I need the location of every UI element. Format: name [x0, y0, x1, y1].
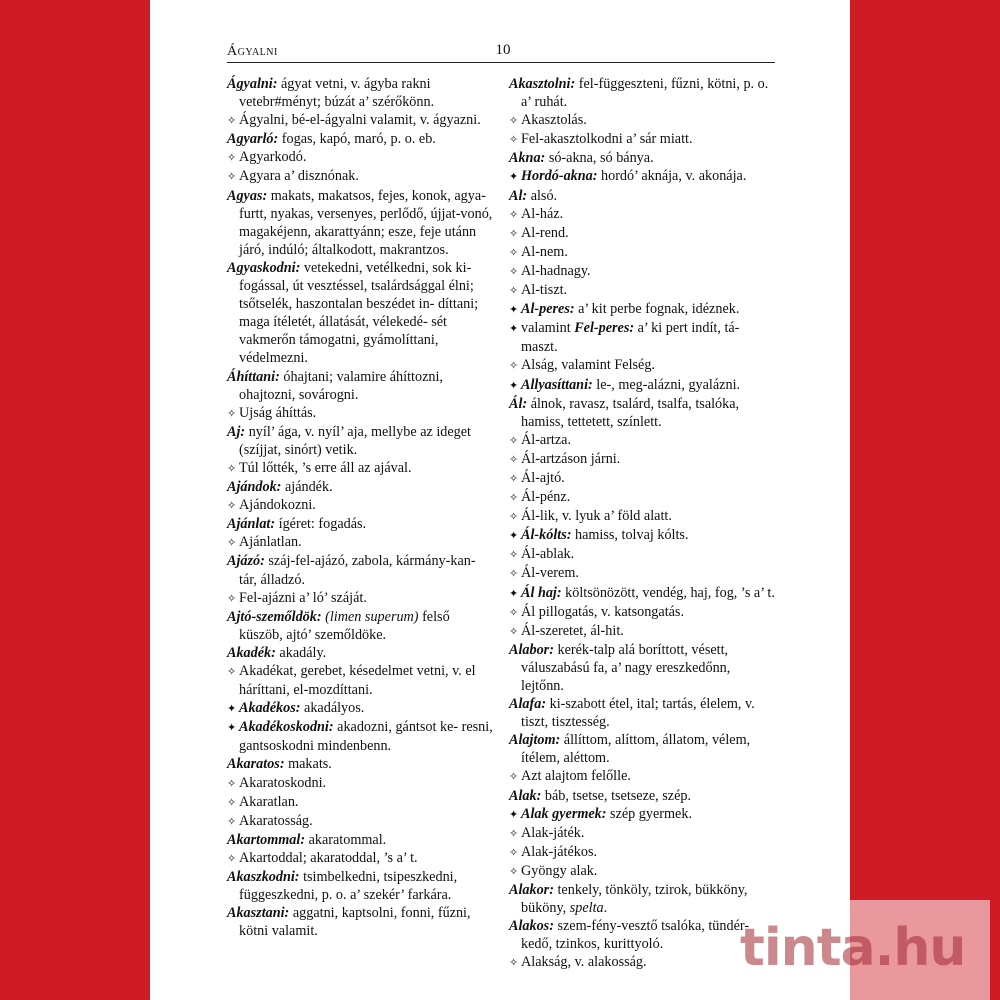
dictionary-entry [509, 731, 776, 767]
entry-definition: Akadékat, gerebet, késedelmet vetni, v. el háríttani, el-mozdíttani. [239, 663, 476, 699]
outline-star-icon: ✧ [227, 500, 237, 513]
filled-star-icon: ✦ [509, 587, 519, 600]
outline-star-icon: ✧ [509, 549, 519, 562]
entry-definition: hamiss, tolvaj kólts. [571, 527, 689, 544]
outline-star-icon: ✧ [509, 865, 519, 878]
entry-definition: hordó’ aknája, v. akonája. [597, 168, 747, 185]
dictionary-entry [509, 75, 776, 111]
dictionary-entry [227, 718, 494, 755]
entry-definition: Alak-játék. [521, 824, 585, 841]
running-head-title: Ágyalni [227, 44, 278, 59]
entry-definition: Al-ház. [521, 205, 564, 222]
entry-definition: akadály. [275, 644, 327, 661]
entry-definition: Al-tiszt. [521, 282, 568, 299]
dictionary-entry [509, 881, 776, 917]
entry-definition: Túl lőtték, ’s erre áll az ajával. [239, 459, 412, 476]
entry-definition: tsimbelkedni, tsipeszkedni, függeszkedni, p. o. a’ szekér’ farkára. [239, 869, 458, 904]
entry-definition: Akaratosság. [239, 812, 313, 829]
entry-definition: akadozni, gántsot ke- resni, gantsoskodni mindenbenn. [239, 719, 493, 755]
entry-headword: Akna: [509, 150, 546, 167]
dictionary-entry [227, 868, 494, 904]
dictionary-entry [509, 603, 776, 622]
dictionary-entry [509, 862, 776, 881]
watermark-logo: tinta.hu [740, 918, 966, 978]
outline-star-icon: ✧ [227, 852, 237, 865]
entry-definition: akadályos. [300, 700, 365, 717]
outline-star-icon: ✧ [227, 152, 237, 165]
entry-headword: Aj: [227, 423, 246, 440]
dictionary-entry [227, 404, 494, 423]
entry-definition: vetekedni, vetélkedni, sok ki-fogással, út vesztéssel, tsalárdsággal élni; tsőtselék, haszontalan beszédet in- díttani; maga ítéletét, állatását, vélekedé- sét vakmerőn támogatni, gyámolíttani, védelmezni. [239, 259, 479, 367]
outline-star-icon: ✧ [509, 568, 519, 581]
entry-definition: nyíl’ ága, v. nyíl’ aja, mellybe az ideget (szíjjat, sinórt) vetik. [239, 423, 471, 458]
outline-star-icon: ✧ [509, 246, 519, 259]
entry-definition: kerék-talp alá boríttott, vésett, váluszabású fa, a’ nagy ereszkedőnn, lejtőnn. [521, 641, 731, 694]
dictionary-entry [227, 515, 494, 533]
entry-headword: Alak: [509, 787, 542, 804]
entry-headword: Akadékos: [239, 700, 301, 717]
entry-definition: Ajándokozni. [239, 497, 316, 514]
entry-definition: Ál-verem. [521, 565, 579, 582]
outline-star-icon: ✧ [227, 537, 237, 550]
entry-definition: Ál-szeretet, ál-hit. [521, 622, 624, 639]
filled-star-icon: ✦ [509, 379, 519, 392]
dictionary-entry [227, 148, 494, 167]
entry-headword: Agyas: [227, 187, 268, 204]
outline-star-icon: ✧ [509, 472, 519, 485]
outline-star-icon: ✧ [509, 453, 519, 466]
dictionary-entry [227, 459, 494, 478]
right-column [509, 75, 776, 973]
entry-definition: Akartoddal; akaratoddal, ’s a’ t. [239, 849, 418, 866]
dictionary-entry [509, 224, 776, 243]
outline-star-icon: ✧ [509, 846, 519, 859]
entry-headword: Alabor: [509, 641, 554, 658]
entry-definition: makats. [284, 756, 332, 773]
dictionary-entry [509, 641, 776, 695]
entry-headword: Akaratos: [227, 756, 285, 773]
entry-definition: Al-rend. [521, 224, 569, 241]
filled-star-icon: ✦ [509, 808, 519, 821]
running-head [227, 42, 775, 63]
filled-star-icon: ✦ [509, 323, 519, 336]
dictionary-entry [509, 111, 776, 130]
dictionary-entry [227, 849, 494, 868]
entry-definition: Alság, valamint Felség. [521, 357, 655, 374]
outline-star-icon: ✧ [227, 171, 237, 184]
dictionary-entry [227, 533, 494, 552]
dictionary-entry [227, 662, 494, 699]
entry-definition: Azt alajtom felőlle. [521, 768, 631, 785]
entry-definition: Ajánlatlan. [239, 534, 302, 551]
outline-star-icon: ✧ [227, 115, 237, 128]
entry-definition: állíttom, alíttom, állatom, vélem, ítélem, aléttom. [521, 732, 751, 767]
entry-definition: Akaratlan. [239, 793, 299, 810]
dictionary-entry [227, 755, 494, 773]
outline-star-icon: ✧ [509, 606, 519, 619]
entry-definition: Ál pillogatás, v. katsongatás. [521, 603, 684, 620]
entry-definition: ágyat vetni, v. ágyba rakni vetebr#ményt; búzát a’ szérőkönn. [239, 76, 435, 111]
entry-definition: tenkely, tönköly, tzirok, bükköny, büköny, [521, 882, 748, 917]
dictionary-entry [509, 469, 776, 488]
dictionary-entry [509, 262, 776, 281]
outline-star-icon: ✧ [227, 815, 237, 828]
entry-definition: Ujság áhíttás. [239, 404, 317, 421]
entry-definition: Akasztolás. [521, 112, 587, 129]
entry-headword: Agyarló: [227, 131, 279, 148]
entry-headword: Ál-kólts: [521, 527, 572, 544]
entry-definition: Ál-pénz. [521, 489, 571, 506]
filled-star-icon: ✦ [509, 530, 519, 543]
dictionary-entry [509, 319, 776, 356]
outline-star-icon: ✧ [509, 227, 519, 240]
entry-definition: Ágyalni, bé-el-ágyalni valamit, v. ágyazni. [239, 112, 481, 129]
entry-definition: Ál-artzáson járni. [521, 450, 621, 467]
dictionary-entry [509, 695, 776, 731]
entry-definition: Ál-ajtó. [521, 469, 565, 486]
outline-star-icon: ✧ [509, 134, 519, 147]
dictionary-entry [509, 843, 776, 862]
entry-headword: Allyasíttani: [521, 376, 593, 393]
outline-star-icon: ✧ [509, 492, 519, 505]
dictionary-entry [227, 608, 494, 644]
dictionary-entry [227, 167, 494, 186]
dictionary-entry [227, 644, 494, 662]
entry-headword: Ál haj: [521, 584, 562, 601]
entry-definition: alsó. [527, 187, 558, 204]
dictionary-entry [227, 187, 494, 259]
dictionary-entry [227, 496, 494, 515]
dictionary-entry [227, 552, 494, 588]
dictionary-entry [509, 243, 776, 262]
entry-headword: Akaszkodni: [227, 869, 300, 886]
dictionary-entry [227, 368, 494, 404]
dictionary-entry [509, 526, 776, 545]
entry-definition: Ál-ablak. [521, 546, 575, 563]
entry-definition: Alak-játékos. [521, 843, 598, 860]
entry-headword: Alak gyermek: [521, 805, 607, 822]
entry-definition: Al-hadnagy. [521, 262, 591, 279]
dictionary-entry [227, 111, 494, 130]
dictionary-entry [227, 812, 494, 831]
page-number: 10 [495, 42, 511, 58]
outline-star-icon: ✧ [509, 957, 519, 970]
outline-star-icon: ✧ [509, 208, 519, 221]
entry-headword: Alafa: [509, 696, 547, 713]
entry-headword: Fel-peres: [574, 320, 635, 337]
entry-definition: fel-függeszteni, fűzni, kötni, p. o. a’ ruhát. [521, 76, 769, 111]
entry-definition: a’ kit perbe fognak, idéznek. [574, 301, 740, 318]
entry-definition: Akaratoskodni. [239, 774, 327, 791]
outline-star-icon: ✧ [227, 796, 237, 809]
dictionary-entry [509, 300, 776, 319]
dictionary-entry [509, 564, 776, 583]
dictionary-entry [509, 356, 776, 375]
entry-definition: Ál-artza. [521, 431, 572, 448]
entry-definition: költsönözött, vendég, haj, fog, ’s a’ t. [561, 584, 775, 601]
entry-definition: makats, makatsos, fejes, konok, agya-furtt, nyakas, versenyes, perlődő, újjat-vonó, magakéjenn, akarattyánn; esze, feje utánn járó, indúló; általkodott, makrantzos. [239, 187, 493, 258]
entry-definition: ajándék. [281, 479, 333, 496]
dictionary-entry [227, 904, 494, 940]
entry-definition: akaratommal. [305, 831, 387, 848]
outline-star-icon: ✧ [509, 115, 519, 128]
outline-star-icon: ✧ [227, 777, 237, 790]
outline-star-icon: ✧ [509, 434, 519, 447]
entry-headword: Al: [509, 187, 528, 204]
entry-definition: szép gyermek. [606, 805, 692, 822]
entry-headword: Hordó-akna: [521, 168, 598, 185]
entry-latin-gloss: (limen superum) [321, 608, 419, 625]
entry-headword: Ajtó-szemőldök: [227, 608, 322, 625]
entry-definition: ígéret: fogadás. [275, 516, 367, 533]
outline-star-icon: ✧ [509, 285, 519, 298]
entry-definition: só-akna, só bánya. [545, 150, 654, 167]
dictionary-entry [509, 187, 776, 205]
entry-definition: Alakság, v. alakosság. [521, 954, 647, 971]
dictionary-entry [509, 149, 776, 167]
dictionary-entry [227, 478, 494, 496]
dictionary-entry [509, 767, 776, 786]
outline-star-icon: ✧ [509, 511, 519, 524]
dictionary-entry [509, 130, 776, 149]
dictionary-entry [227, 130, 494, 148]
outline-star-icon: ✧ [227, 407, 237, 420]
entry-definition: fogas, kapó, maró, p. o. eb. [278, 131, 436, 148]
dictionary-entry [509, 584, 776, 603]
dictionary-entry [509, 395, 776, 431]
dictionary-entry [227, 259, 494, 368]
left-column [227, 75, 494, 940]
dictionary-entry [509, 917, 776, 953]
entry-definition: Fel-ajázni a’ ló’ száját. [239, 589, 367, 606]
entry-definition: Gyöngy alak. [521, 862, 598, 879]
entry-headword: Al-peres: [521, 301, 575, 318]
entry-headword: Ál: [509, 395, 528, 412]
dictionary-entry [509, 805, 776, 824]
entry-definition: szem-fény-vesztő tsalóka, tündér- kedő, tzinkos, kurittyoló. [521, 918, 750, 953]
entry-definition: Agyarkodó. [239, 149, 307, 166]
filled-star-icon: ✦ [227, 722, 237, 735]
dictionary-entry [509, 622, 776, 641]
dictionary-entry [227, 423, 494, 459]
entry-headword: Akasztolni: [509, 76, 576, 92]
dictionary-entry [509, 488, 776, 507]
entry-headword: Alajtom: [509, 732, 561, 749]
entry-definition: száj-fel-ajázó, zabola, kármány-kan- tár, álladzó. [239, 553, 476, 588]
dictionary-entry [509, 167, 776, 186]
entry-headword: Ajándok: [227, 479, 282, 496]
entry-headword: Ágyalni: [227, 76, 278, 92]
entry-headword: Alakos: [509, 918, 554, 935]
entry-latin-gloss: spelta [569, 900, 604, 917]
dictionary-entry [227, 75, 494, 111]
outline-star-icon: ✧ [509, 265, 519, 278]
entry-definition: álnok, ravasz, tsalárd, tsalfa, tsalóka, hamiss, tettetett, színlett. [521, 395, 740, 430]
entry-headword: Akartommal: [227, 831, 306, 848]
entry-definition: Ál-lik, v. lyuk a’ föld alatt. [521, 508, 672, 525]
dictionary-entry [227, 831, 494, 849]
entry-headword: Áhíttani: [227, 368, 280, 385]
entry-headword: Ajánlat: [227, 516, 276, 533]
dictionary-entry [509, 281, 776, 300]
entry-headword: Agyaskodni: [227, 259, 301, 276]
entry-definition: le-, meg-alázni, gyalázni. [592, 376, 741, 393]
entry-headword: Ajázó: [227, 553, 265, 570]
dictionary-entry [509, 431, 776, 450]
entry-headword: Akadékoskodni: [239, 719, 334, 736]
entry-definition: aggatni, kaptsolni, fonni, fűzni, kötni valamit. [239, 905, 471, 940]
entry-definition: óhajtani; valamire áhíttozni, ohajtozni, sovárogni. [239, 368, 443, 403]
entry-definition: Agyara a’ disznónak. [239, 168, 359, 185]
entry-definition: a’ ki pert indít, tá- maszt. [521, 320, 740, 356]
outline-star-icon: ✧ [227, 666, 237, 678]
dictionary-entry [227, 774, 494, 793]
outline-star-icon: ✧ [509, 771, 519, 784]
dictionary-entry [509, 450, 776, 469]
dictionary-entry [227, 793, 494, 812]
dictionary-page [150, 0, 850, 1000]
outline-star-icon: ✧ [509, 360, 519, 373]
outline-star-icon: ✧ [509, 827, 519, 840]
outline-star-icon: ✧ [509, 625, 519, 638]
filled-star-icon: ✦ [509, 171, 519, 184]
entry-definition: Al-nem. [521, 243, 568, 260]
dictionary-entry [509, 205, 776, 224]
dictionary-entry [509, 787, 776, 805]
dictionary-entry [509, 824, 776, 843]
entry-headword: Alakor: [509, 882, 554, 899]
filled-star-icon: ✦ [227, 703, 237, 716]
entry-definition: ki-szabott étel, ital; tartás, élelem, v. tiszt, tisztesség. [521, 696, 755, 731]
outline-star-icon: ✧ [227, 462, 237, 475]
dictionary-entry [509, 507, 776, 526]
dictionary-entry [509, 953, 776, 972]
entry-definition: valamint [521, 320, 575, 337]
outline-star-icon: ✧ [227, 592, 237, 605]
entry-headword: Akadék: [227, 644, 276, 661]
dictionary-entry [227, 699, 494, 718]
filled-star-icon: ✦ [509, 304, 519, 317]
dictionary-entry [227, 589, 494, 608]
entry-definition: Fel-akasztolkodni a’ sár miatt. [521, 131, 693, 148]
entry-definition: báb, tsetse, tsetseze, szép. [541, 787, 692, 804]
entry-definition: . [603, 900, 608, 917]
entry-headword: Akasztani: [227, 905, 290, 922]
dictionary-entry [509, 545, 776, 564]
dictionary-entry [509, 376, 776, 395]
entry-definition: felső küszöb, ajtó’ szemőldöke. [239, 608, 450, 643]
